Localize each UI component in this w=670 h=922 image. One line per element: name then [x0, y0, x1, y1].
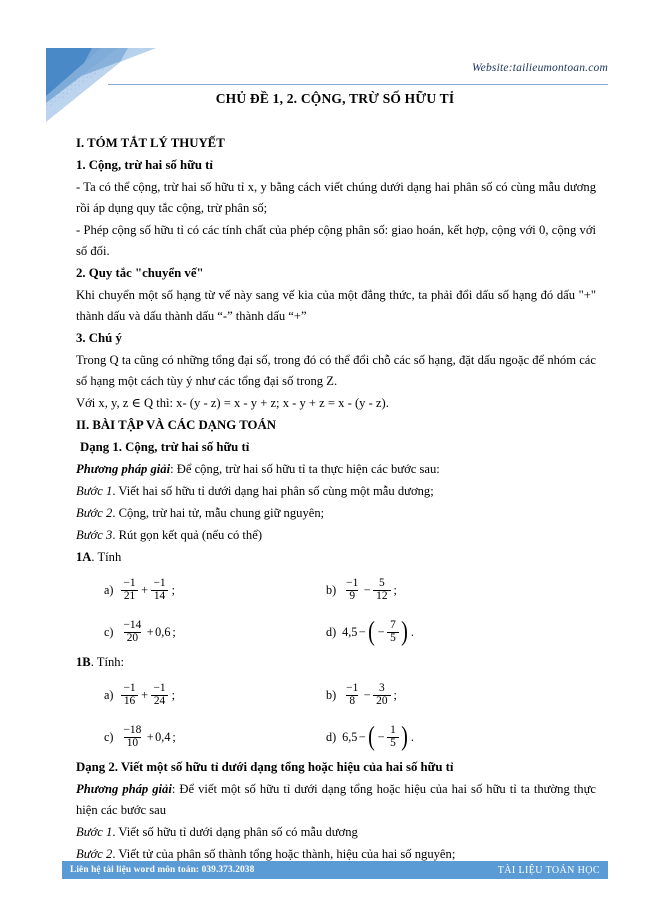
exercise-item	[326, 612, 596, 652]
step-label-2-1: Bước 1	[76, 825, 113, 839]
fraction-numerator: 3	[379, 681, 385, 694]
exercise-1b-prompt: . Tính:	[90, 655, 125, 669]
item-terminator: ;	[393, 582, 397, 597]
fraction-denominator: 9	[346, 590, 358, 603]
fraction	[120, 620, 144, 644]
paren-open: (	[368, 721, 376, 752]
item-letter: c)	[104, 624, 114, 639]
item-letter: a)	[104, 687, 114, 702]
header-website-url: Website:tailieumontoan.com	[471, 62, 608, 74]
scalar-value: 0,6	[155, 624, 171, 639]
item-letter: b)	[326, 582, 337, 597]
fraction-numerator: −1	[123, 681, 136, 694]
item-letter: b)	[326, 687, 337, 702]
theory-paragraph-3: Khi chuyển một số hạng từ vế này sang vế kia của một đẳng thức, ta phải đổi dấu số hạng đó dấu "+" thành dấu và dấu thành dấu “-” thành dấu “+”	[76, 288, 596, 323]
exercise-item	[104, 612, 326, 652]
math-expression	[342, 683, 397, 707]
exercise-1b-items	[104, 675, 596, 757]
fraction	[150, 683, 168, 707]
math-expression	[342, 616, 414, 647]
math-expression	[119, 725, 175, 749]
fraction-numerator: −1	[153, 681, 166, 694]
method-label-1: Phương pháp giải	[76, 462, 171, 476]
fraction-numerator: −14	[123, 618, 142, 631]
operator: −	[363, 582, 371, 597]
step-label-1-1: Bước 1	[76, 484, 113, 498]
scalar-value: 6,5	[342, 729, 358, 744]
item-terminator: .	[410, 729, 414, 744]
item-terminator: ;	[172, 729, 176, 744]
math-expression	[119, 683, 175, 707]
fraction	[373, 683, 390, 707]
fraction	[387, 620, 399, 644]
operator: +	[146, 624, 154, 639]
operator: −	[358, 624, 366, 639]
item-terminator: ;	[171, 687, 175, 702]
operator: −	[358, 729, 366, 744]
paren-close: )	[400, 616, 408, 647]
fraction-numerator: 1	[390, 723, 396, 736]
fraction-numerator: −1	[346, 576, 359, 589]
item-terminator: ;	[171, 582, 175, 597]
paren-open: (	[368, 616, 376, 647]
fraction	[373, 578, 390, 602]
fraction	[120, 683, 138, 707]
step-label-2-2: Bước 2	[76, 847, 113, 861]
section-heading-exercises: II. BÀI TẬP VÀ CÁC DẠNG TOÁN	[76, 418, 276, 432]
exercise-1a-prompt: . Tính	[91, 550, 122, 564]
fraction-numerator: −1	[123, 576, 136, 589]
theory-formula-line: Với x, y, z ∈ Q thì: x- (y - z) = x - y + z; x - y + z = x - (y - z).	[76, 396, 389, 410]
exercise-item	[326, 570, 596, 610]
theory-paragraph-2: - Phép cộng số hữu tỉ có các tính chất của phép cộng phân số: giao hoán, kết hợp, cộng với 0, cộng với số đối.	[76, 223, 596, 258]
paren-close: )	[400, 721, 408, 752]
math-expression	[119, 578, 175, 602]
math-expression	[342, 578, 397, 602]
header-divider-line	[108, 84, 608, 85]
fraction-denominator: 10	[124, 737, 141, 750]
dang-1-step-1	[76, 481, 596, 502]
exercise-1b-code: 1B	[76, 655, 91, 669]
inner-sign: −	[377, 624, 385, 639]
fraction-numerator: −1	[346, 681, 359, 694]
fraction-denominator: 12	[373, 590, 390, 603]
dang-1-step-2	[76, 503, 596, 524]
fraction	[343, 683, 361, 707]
fraction-denominator: 20	[373, 695, 390, 708]
item-letter: c)	[104, 729, 114, 744]
fraction-numerator: 7	[390, 618, 396, 631]
dang-1-method	[76, 459, 596, 480]
theory-paragraph-1: - Ta có thể cộng, trừ hai số hữu tỉ x, y bằng cách viết chúng dưới dạng hai phân số có cùng mẫu dương rồi áp dụng quy tắc cộng, trừ phân số;	[76, 180, 596, 215]
operator: +	[146, 729, 154, 744]
step-text-2-2: . Viết tử của phân số thành tổng hoặc thành, hiệu của hai số nguyên;	[112, 847, 456, 861]
fraction-denominator: 24	[151, 695, 168, 708]
step-text-2-1: . Viết số hữu tỉ dưới dạng phân số có mẫu dương	[112, 825, 358, 839]
fraction-denominator: 8	[346, 695, 358, 708]
page-title: CHỦ ĐỀ 1, 2. CỘNG, TRỪ SỐ HỮU TỈ	[215, 91, 455, 106]
subsection-heading-2: 2. Quy tắc "chuyển vế"	[76, 266, 204, 280]
exercise-item	[104, 717, 326, 757]
method-text-2: : Để viết một số hữu tỉ dưới dạng tổng hoặc hiệu của hai số hữu tỉ ta thường thực hiện các bước sau	[76, 782, 596, 817]
exercise-item	[104, 570, 326, 610]
fraction	[387, 725, 399, 749]
operator: −	[363, 687, 371, 702]
subsection-heading-1: 1. Cộng, trừ hai số hữu tỉ	[76, 158, 213, 172]
footer-contact-text: Liên hệ tài liệu word môn toán: 039.373.2038	[70, 865, 255, 875]
scalar-value: 0,4	[155, 729, 171, 744]
document-body	[76, 133, 596, 866]
step-text-1-3: . Rút gọn kết quả (nếu có thể)	[112, 528, 263, 542]
exercise-item	[326, 675, 596, 715]
step-text-1-1: . Viết hai số hữu tỉ dưới dạng hai phân số cùng một mẫu dương;	[112, 484, 434, 498]
fraction-denominator: 5	[387, 737, 399, 750]
operator: +	[141, 687, 148, 702]
item-letter: d)	[326, 624, 337, 639]
scalar-value: 4,5	[342, 624, 358, 639]
fraction	[150, 578, 168, 602]
dang-1-step-3	[76, 525, 596, 546]
fraction-denominator: 16	[121, 695, 138, 708]
method-label-2: Phương pháp giải	[76, 782, 172, 796]
item-terminator: ;	[393, 687, 397, 702]
dang-2-heading: Dạng 2. Viết một số hữu tỉ dưới dạng tổng hoặc hiệu của hai số hữu tỉ	[76, 760, 454, 774]
dang-2-method	[76, 779, 596, 821]
step-text-1-2: . Cộng, trừ hai tử, mẫu chung giữ nguyên;	[112, 506, 325, 520]
fraction-numerator: −1	[153, 576, 166, 589]
exercise-item	[326, 717, 596, 757]
math-expression	[119, 620, 175, 644]
exercise-item	[104, 675, 326, 715]
exercise-1a-label	[76, 547, 596, 568]
theory-paragraph-4: Trong Q ta cũng có những tổng đại số, trong đó có thể đổi chỗ các số hạng, đặt dấu ngoặc để nhóm các số hạng một cách tùy ý như các tổng đại số trong Z.	[76, 353, 596, 388]
exercise-1a-code: 1A	[76, 550, 92, 564]
dang-2-step-1	[76, 822, 596, 843]
fraction	[120, 578, 138, 602]
fraction-denominator: 21	[121, 590, 138, 603]
fraction-numerator: −18	[123, 723, 142, 736]
method-text-1: : Để cộng, trừ hai số hữu tỉ ta thực hiện các bước sau:	[170, 462, 440, 476]
section-heading-theory: I. TÓM TẮT LÝ THUYẾT	[76, 136, 225, 150]
item-letter: d)	[326, 729, 337, 744]
fraction-denominator: 20	[124, 632, 141, 645]
dang-1-heading: Dạng 1. Cộng, trừ hai số hữu tỉ	[80, 440, 250, 454]
fraction	[120, 725, 144, 749]
corner-decoration-graphic	[46, 48, 156, 130]
step-label-1-2: Bước 2	[76, 506, 113, 520]
subsection-heading-3: 3. Chú ý	[76, 331, 122, 345]
footer-brand-text: TÀI LIỆU TOÁN HỌC	[497, 864, 600, 876]
math-expression	[342, 721, 414, 752]
fraction-denominator: 5	[387, 632, 399, 645]
operator: +	[141, 582, 148, 597]
item-letter: a)	[104, 582, 114, 597]
item-terminator: .	[410, 624, 414, 639]
fraction	[343, 578, 361, 602]
fraction-numerator: 5	[379, 576, 385, 589]
item-terminator: ;	[172, 624, 176, 639]
step-label-1-3: Bước 3	[76, 528, 113, 542]
page-footer	[62, 861, 608, 879]
inner-sign: −	[377, 729, 385, 744]
exercise-1b-label	[76, 652, 596, 673]
exercise-1a-items	[104, 570, 596, 652]
fraction-denominator: 14	[151, 590, 168, 603]
